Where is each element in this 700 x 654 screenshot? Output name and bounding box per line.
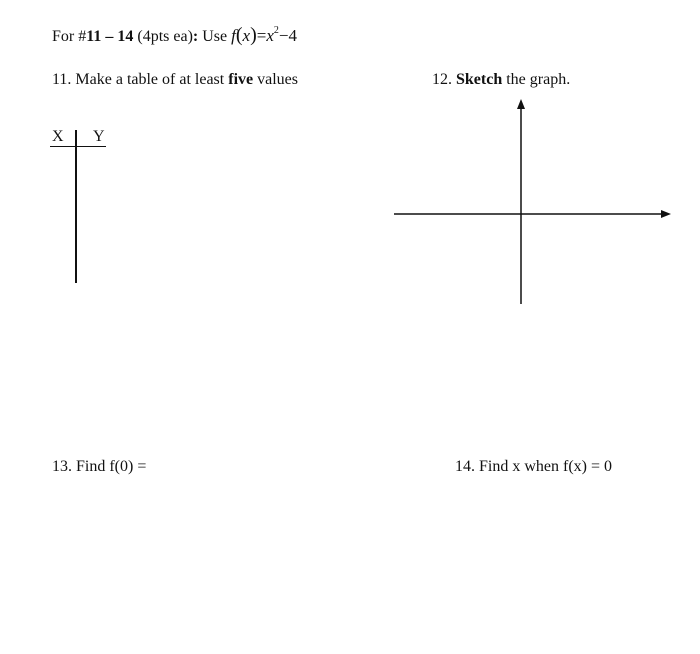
question-12 <box>432 70 570 90</box>
q12-post: the graph. <box>502 71 571 88</box>
y-axis-arrow <box>517 99 525 109</box>
formula-rest: −4 <box>278 26 297 45</box>
formula-exponent: 2 <box>273 25 279 36</box>
formula-x: x <box>242 26 251 45</box>
function-formula <box>231 26 297 45</box>
formula-open-paren: ( <box>235 24 243 46</box>
header-range: 11 – 14 <box>86 28 134 45</box>
formula-close-paren: ) <box>250 24 257 46</box>
question-13: 13. Find f(0) = <box>52 458 147 475</box>
x-axis-arrow <box>661 210 671 218</box>
header-instructions <box>52 25 297 47</box>
q11-bold: five <box>228 71 254 88</box>
header-prefix: For # <box>52 28 87 45</box>
q12-bold: Sketch <box>456 71 503 88</box>
q11-post: values <box>253 71 298 88</box>
table-header-rule <box>50 146 106 147</box>
formula-x-squared-base: x <box>266 26 274 45</box>
formula-f: f <box>231 26 236 45</box>
table-header-x: X <box>52 128 64 145</box>
header-points: (4pts ea) <box>133 28 193 45</box>
q12-num: 12. <box>432 71 456 88</box>
q11-pre: 11. Make a table of at least <box>52 71 229 88</box>
question-11 <box>52 70 298 90</box>
header-use: Use <box>198 28 232 45</box>
table-header-y: Y <box>93 128 105 145</box>
header-colon: : <box>192 28 199 45</box>
coordinate-axes <box>390 96 680 308</box>
xy-table <box>50 128 110 288</box>
table-divider-line <box>75 130 77 283</box>
formula-equals: = <box>256 26 267 45</box>
question-14: 14. Find x when f(x) = 0 <box>455 458 613 475</box>
